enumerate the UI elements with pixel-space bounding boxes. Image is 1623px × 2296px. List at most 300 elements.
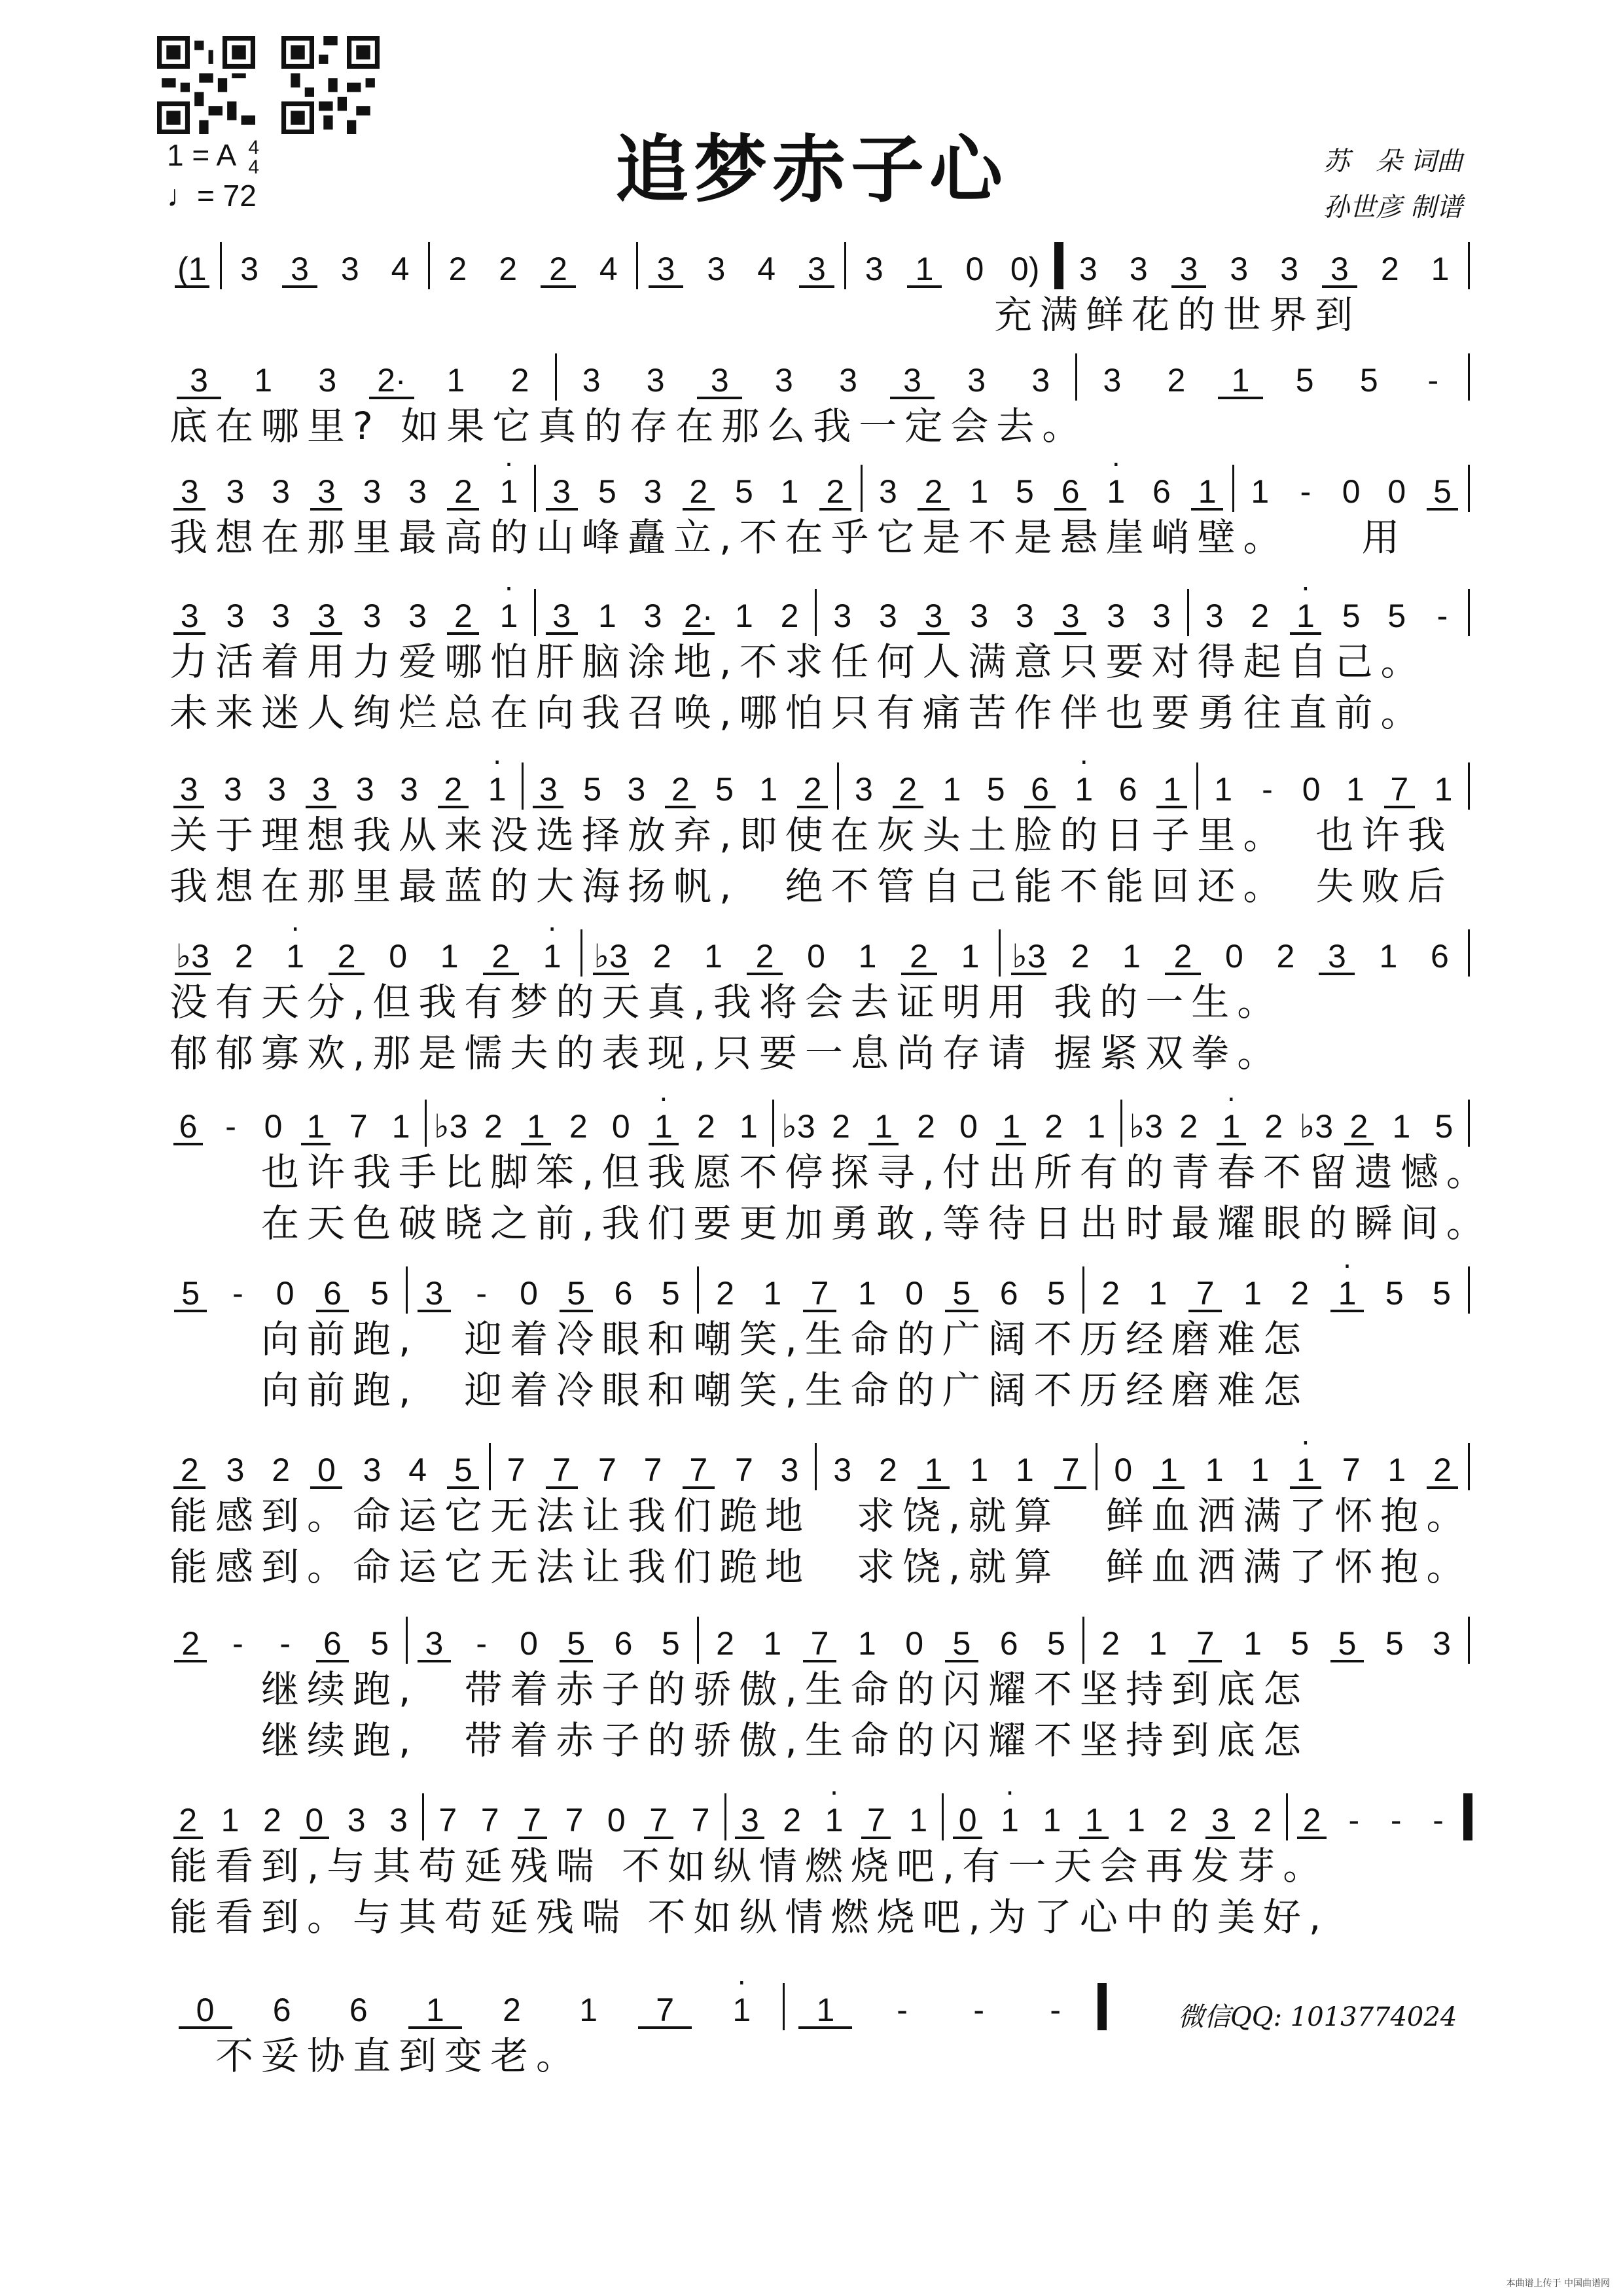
- note: 3: [226, 1452, 245, 1488]
- note: 2: [696, 1108, 715, 1145]
- note: 1: [1150, 769, 1194, 810]
- note: ♭3: [167, 936, 218, 977]
- barline: [861, 465, 863, 512]
- note: 1: [1043, 1802, 1061, 1839]
- note: 3: [304, 471, 349, 512]
- note: 3: [1129, 251, 1148, 287]
- time-signature-bottom: 4: [248, 156, 260, 178]
- note: 3: [729, 1800, 771, 1840]
- note: 4: [599, 251, 618, 287]
- lyric-line: 充满鲜花的世界到: [169, 293, 1361, 337]
- note: 1: [440, 938, 459, 975]
- barline: [489, 1443, 491, 1490]
- note: 3: [226, 473, 245, 510]
- note: · 1: [475, 769, 519, 810]
- note: 7: [597, 1452, 616, 1488]
- note: 0: [304, 1450, 349, 1490]
- note: 3: [167, 360, 231, 401]
- note: 0: [965, 251, 984, 287]
- notation-line: [167, 242, 1472, 289]
- note: 0: [389, 938, 408, 975]
- note: 0: [905, 1625, 924, 1662]
- note: 1: [857, 1275, 876, 1312]
- note: 0: [959, 1108, 978, 1145]
- note: 1: [1251, 473, 1270, 510]
- note: -: [225, 1108, 236, 1145]
- note: 7: [734, 1452, 753, 1488]
- note: 2: [1167, 362, 1186, 399]
- note: 5: [1419, 471, 1465, 512]
- barline: [534, 465, 536, 512]
- lyric-line: 继续跑, 带着赤子的骄傲,生命的闪耀不坚持到底怎: [169, 1718, 1309, 1763]
- note: 1: [1209, 360, 1273, 401]
- note: 3: [363, 1452, 382, 1488]
- note: 2: [886, 769, 930, 810]
- barline: [1468, 242, 1470, 289]
- lyricist-composer: 苏 朵 词曲: [1323, 147, 1463, 177]
- final-barline: [1097, 1983, 1107, 2030]
- note: 3: [167, 769, 211, 810]
- note: 1: [990, 1106, 1033, 1147]
- note: 2: [1264, 1108, 1283, 1145]
- note: 2: [167, 1800, 209, 1840]
- note: 2: [431, 769, 475, 810]
- note: 6: [309, 1623, 356, 1664]
- note: 5: [1385, 1275, 1404, 1312]
- note: 2: [832, 1108, 850, 1145]
- note: 1: [1392, 1108, 1411, 1145]
- note: 1: [294, 1106, 337, 1147]
- note: · 1: [486, 471, 532, 512]
- arranger: 孙世彦 制谱: [1323, 192, 1463, 223]
- note: 2: [167, 1623, 214, 1664]
- note: 5: [370, 1275, 389, 1312]
- note: 1: [909, 1802, 928, 1839]
- note: 5: [734, 473, 753, 510]
- note: 3: [1016, 598, 1034, 634]
- note: 3: [1200, 1800, 1241, 1840]
- lyric-line: 我想在那里最蓝的大海扬帆, 绝不管自己能不能回还。 失败后: [169, 864, 1454, 908]
- note: 1: [1073, 1800, 1115, 1840]
- note: 2: [1291, 1275, 1310, 1312]
- barline: [428, 242, 430, 289]
- note: 3: [1433, 1625, 1451, 1662]
- note: 3: [833, 598, 852, 634]
- note: 2: [272, 1452, 291, 1488]
- note: 5: [715, 771, 734, 808]
- note: 0): [1010, 251, 1040, 287]
- note: 1: [704, 938, 722, 975]
- note: 5: [1433, 1275, 1451, 1312]
- note: 7: [1182, 1273, 1229, 1314]
- note: 3: [539, 596, 584, 636]
- note: 5: [597, 473, 616, 510]
- note: · 1: [486, 596, 532, 636]
- note: 3: [582, 362, 601, 399]
- note: 1: [863, 1106, 905, 1147]
- note: 2: [234, 938, 253, 975]
- note: 6: [999, 1275, 1018, 1312]
- note: 1: [1431, 251, 1450, 287]
- lyric-line: 底在哪里? 如果它真的存在那么我一定会去。: [169, 404, 1088, 448]
- note: -: [1300, 473, 1311, 510]
- note: 3: [1107, 598, 1126, 634]
- barline: [772, 1100, 774, 1147]
- lyric-line: 在天色破晓之前,我们要更加勇敢,等待日出时最耀眼的瞬间。: [169, 1201, 1492, 1246]
- note: 6: [614, 1625, 633, 1662]
- barline: [406, 1266, 408, 1314]
- note: 1: [1185, 471, 1230, 512]
- barline: [1468, 762, 1470, 810]
- note: 3: [167, 596, 213, 636]
- note: 6: [167, 1106, 209, 1147]
- barline: [406, 1617, 408, 1664]
- score-system: [167, 929, 1472, 1079]
- note: 3: [1152, 598, 1171, 634]
- note: 3: [780, 1452, 799, 1488]
- note: 3: [268, 771, 287, 808]
- barline: [783, 1983, 785, 2030]
- note: 7: [675, 1450, 721, 1490]
- note: 0: [167, 1990, 243, 2030]
- note: 0: [1225, 938, 1243, 975]
- notation-line: [167, 762, 1472, 810]
- note: 1: [1016, 1452, 1034, 1488]
- note: 6: [999, 1625, 1018, 1662]
- note: 1: [397, 1990, 473, 2030]
- note: -: [1348, 1802, 1360, 1839]
- barline: [1286, 1793, 1288, 1840]
- note: 5: [583, 771, 602, 808]
- note: 7: [1048, 1450, 1094, 1490]
- lyric-line: 我想在那里最高的山峰矗立,不在乎它是不是悬崖峭壁。 用: [169, 515, 1408, 560]
- barline: [815, 1443, 817, 1490]
- note: 2: [1044, 1108, 1063, 1145]
- notation-line: [167, 589, 1472, 636]
- note: 3: [643, 598, 662, 634]
- note: 2: [1251, 598, 1270, 634]
- note: 3: [408, 598, 427, 634]
- note: 0: [520, 1275, 538, 1312]
- lyric-line: 力活着用力爱哪怕肝脑涂地,不求任何人满意只要对得起自己。: [169, 639, 1427, 684]
- note: 3: [539, 471, 584, 512]
- note: ♭3: [434, 1108, 468, 1145]
- note: 7: [637, 1800, 679, 1840]
- barline: [815, 589, 817, 636]
- notation-line: [167, 1100, 1472, 1147]
- note: 2: [569, 1108, 588, 1145]
- note: ♭3: [781, 1108, 815, 1145]
- note: 1: [597, 598, 616, 634]
- note: -: [1050, 1992, 1061, 2028]
- note: 2: [917, 1108, 935, 1145]
- note: 1: [899, 249, 950, 289]
- time-signature-top: 4: [248, 136, 260, 158]
- note: -: [232, 1275, 243, 1312]
- note: 1: [942, 771, 961, 808]
- barline: [1120, 1100, 1122, 1147]
- barline: [942, 1793, 944, 1840]
- note: 3: [410, 1273, 457, 1314]
- barline: [1468, 1266, 1470, 1314]
- barline: [422, 1793, 424, 1840]
- barline: [1082, 1617, 1084, 1664]
- tempo-marking: ♩= 72: [167, 179, 257, 213]
- lyric-line: 关于理想我从来没选择放弃,即使在灰头土脸的日子里。 也许我: [169, 813, 1454, 857]
- note: 3: [167, 471, 213, 512]
- note: 1: [1214, 771, 1233, 808]
- note: 2: [1276, 938, 1295, 975]
- lyric-line: 郁郁寡欢,那是懦夫的表现,只要一息尚存请 握紧双拳。: [169, 1031, 1283, 1075]
- note: 1: [1149, 1275, 1168, 1312]
- note: 2: [499, 251, 518, 287]
- note: 3: [1048, 596, 1094, 636]
- lyric-line: 没有天分,但我有梦的天真,我将会去证明用 我的一生。: [169, 980, 1283, 1024]
- notation-line: [167, 1983, 1107, 2030]
- note: 2: [652, 938, 671, 975]
- note: 3: [408, 473, 427, 510]
- barline: [534, 589, 536, 636]
- barline: [1468, 929, 1470, 977]
- note: 2: [1169, 1802, 1188, 1839]
- note: 1: [221, 1802, 240, 1839]
- note: 1: [780, 473, 799, 510]
- note: · 1: [1210, 1106, 1253, 1147]
- note: 3: [880, 360, 944, 401]
- final-barline: [1463, 1793, 1472, 1840]
- note: · 1: [1093, 471, 1139, 512]
- note: 1: [254, 362, 273, 399]
- note: 3: [1031, 362, 1050, 399]
- note: -: [1390, 1802, 1402, 1839]
- note: 5: [938, 1623, 985, 1664]
- note: 3: [410, 1623, 457, 1664]
- note: 2: [1291, 1800, 1332, 1840]
- barline: [636, 242, 638, 289]
- note: 1: [1346, 771, 1364, 808]
- note: 2: [1101, 1625, 1120, 1662]
- note: 3: [1164, 249, 1214, 289]
- barline: [837, 762, 839, 810]
- lyric-line: 也许我手比脚笨,但我愿不停探寻,付出所有的青春不留遗憾。: [169, 1150, 1492, 1194]
- notation-line: [167, 1443, 1472, 1490]
- barline: [1096, 1443, 1097, 1490]
- note: -: [476, 1625, 488, 1662]
- note: 7: [1378, 769, 1421, 810]
- lyric-line: 向前跑, 迎着冷眼和嘲笑,生命的广阔不历经磨难怎: [169, 1368, 1309, 1412]
- score-system: [167, 465, 1472, 563]
- barline: [1468, 1443, 1470, 1490]
- note: 5: [1359, 362, 1378, 399]
- note: 1: [1122, 938, 1141, 975]
- note: 3: [363, 473, 382, 510]
- note: 1: [579, 1992, 597, 2028]
- note: 1: [734, 598, 753, 634]
- note: 5: [1047, 1625, 1065, 1662]
- note: 3: [879, 598, 897, 634]
- note: 3: [643, 473, 662, 510]
- score-system: [167, 1617, 1472, 1766]
- barline: [1468, 1100, 1470, 1147]
- note: · 1: [1283, 596, 1329, 636]
- note: 0: [293, 1800, 335, 1840]
- note: 2: [262, 1802, 281, 1839]
- note: 2: [510, 362, 529, 399]
- note: 6: [1152, 473, 1171, 510]
- note: 3: [389, 1802, 408, 1839]
- note: 3: [1079, 251, 1097, 287]
- note: 5: [552, 1623, 599, 1664]
- final-barline: [1054, 242, 1063, 289]
- barline: [1468, 465, 1470, 512]
- note: 5: [938, 1273, 985, 1314]
- note: 0: [264, 1108, 283, 1145]
- note: 7: [1182, 1623, 1229, 1664]
- note: 2: [321, 936, 372, 977]
- note: 7: [1342, 1452, 1361, 1488]
- note: 2: [1419, 1450, 1465, 1490]
- note: 2: [893, 936, 944, 977]
- barline: [522, 762, 524, 810]
- barline: [724, 1793, 726, 1840]
- note: 5: [661, 1625, 680, 1662]
- note: 3: [1315, 249, 1365, 289]
- note: 2: [716, 1275, 734, 1312]
- note: 2: [440, 471, 486, 512]
- note: -: [1262, 771, 1273, 808]
- note: 2: [1101, 1275, 1120, 1312]
- lyric-line: 能感到。命运它无法让我们跪地 求饶,就算 鲜血洒满了怀抱。: [169, 1545, 1472, 1589]
- note: 6: [1430, 938, 1449, 975]
- barline: [1082, 1266, 1084, 1314]
- note: · 1: [642, 1106, 685, 1147]
- note: 2: [475, 936, 526, 977]
- note: 1: [858, 938, 877, 975]
- note: 1: [446, 362, 465, 399]
- note: -: [476, 1275, 488, 1312]
- note: 5: [1435, 1108, 1454, 1145]
- note: 0: [1114, 1452, 1133, 1488]
- note: 4: [391, 251, 410, 287]
- note: 0: [1387, 473, 1406, 510]
- note: 3: [707, 251, 726, 287]
- note: 2: [1179, 1108, 1198, 1145]
- note: 3: [363, 598, 382, 634]
- note: 3: [792, 249, 842, 289]
- note: 7: [438, 1802, 457, 1839]
- note: 1: [1087, 1108, 1106, 1145]
- note: 7: [643, 1452, 662, 1488]
- note: 5: [552, 1273, 599, 1314]
- note: 3: [1311, 936, 1363, 977]
- note: ♭3: [585, 936, 636, 977]
- page-title: 追梦赤子心: [615, 127, 1008, 213]
- barline: [844, 242, 846, 289]
- note: 3: [1280, 251, 1299, 287]
- note: 7: [691, 1802, 710, 1839]
- score-system: [167, 589, 1472, 738]
- note: 2·: [675, 596, 721, 636]
- note: 7: [627, 1990, 704, 2030]
- note: 1: [970, 473, 989, 510]
- note: 5: [1387, 598, 1406, 634]
- note: 6: [1118, 771, 1137, 808]
- barline: [1075, 353, 1077, 401]
- note: 4: [408, 1452, 427, 1488]
- note: (1: [167, 249, 217, 289]
- note: 3: [865, 251, 883, 287]
- note: 3: [839, 362, 857, 399]
- note: 6: [1048, 471, 1094, 512]
- note: 5: [1047, 1275, 1065, 1312]
- note: 1: [857, 1625, 876, 1662]
- note: -: [897, 1992, 908, 2028]
- note: 1: [1243, 1275, 1262, 1312]
- note: 5: [1342, 598, 1361, 634]
- note: 3: [275, 249, 325, 289]
- note: 3: [1205, 598, 1224, 634]
- note: 2: [1071, 938, 1090, 975]
- score-system: [167, 1266, 1472, 1416]
- barline: [697, 1266, 699, 1314]
- note: · 1: [1283, 1450, 1329, 1490]
- key-signature: 1 = A 4 4: [167, 136, 260, 178]
- note: 3: [967, 362, 986, 399]
- note: · 1: [1062, 769, 1106, 810]
- note: 2: [484, 1108, 503, 1145]
- note: 6: [272, 1992, 291, 2028]
- note: 7: [507, 1452, 526, 1488]
- note: 2: [879, 1452, 897, 1488]
- score-system: [167, 242, 1472, 340]
- note: 3: [318, 362, 337, 399]
- note: 3: [226, 598, 245, 634]
- note: 2: [911, 471, 957, 512]
- note: 3: [347, 1802, 366, 1839]
- note: · 1: [704, 1990, 780, 2030]
- note: 2: [658, 769, 702, 810]
- note: 1: [391, 1108, 410, 1145]
- note: 7: [855, 1800, 897, 1840]
- note: ♭3: [1003, 936, 1054, 977]
- lyric-line: 能看到。与其苟延残喘 不如纵情燃烧吧,为了心中的美好,: [169, 1895, 1329, 1939]
- note: · 1: [989, 1800, 1031, 1840]
- note: 1: [1251, 1452, 1270, 1488]
- note: 3: [854, 771, 873, 808]
- note: -: [232, 1625, 243, 1662]
- footer-credit: 本曲谱上传于 中国曲谱网: [1506, 2278, 1610, 2289]
- note: 3: [879, 473, 897, 510]
- note: ♭3: [1129, 1108, 1163, 1145]
- note: 2: [675, 471, 721, 512]
- note: 5: [1291, 1625, 1310, 1662]
- notation-line: [167, 353, 1472, 401]
- note: 3: [1230, 251, 1249, 287]
- note: 1: [763, 1275, 782, 1312]
- note: 3: [646, 362, 665, 399]
- note: 3: [641, 249, 691, 289]
- note: 0: [807, 938, 825, 975]
- lyric-line: 未来迷人绚烂总在向我召唤,哪怕只有痛苦作伴也要勇往直前。: [169, 691, 1427, 735]
- note: 2: [503, 1992, 521, 2028]
- barline: [220, 242, 222, 289]
- barline: [1468, 1617, 1470, 1664]
- notation-line: [167, 1793, 1472, 1840]
- note: 5: [661, 1275, 680, 1312]
- note: 2: [1338, 1106, 1380, 1147]
- note: 0: [276, 1275, 294, 1312]
- note: 2: [440, 596, 486, 636]
